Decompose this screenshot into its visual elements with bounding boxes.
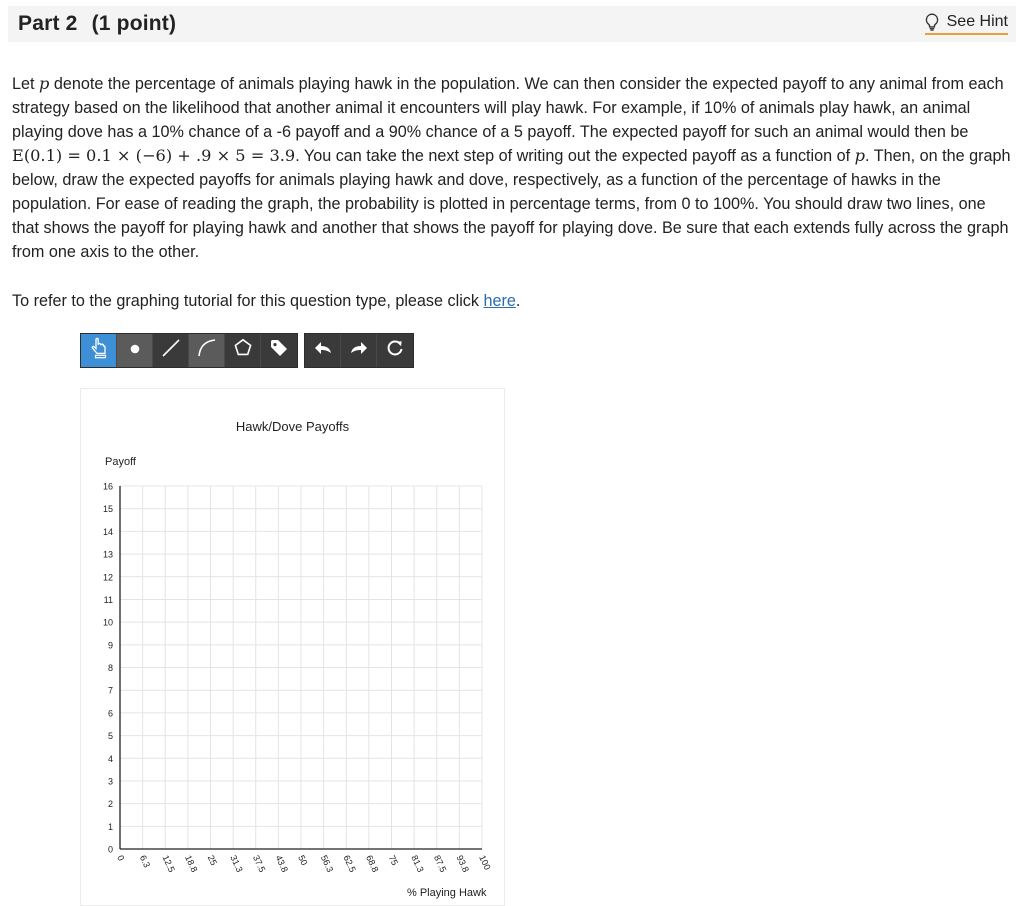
x-axis-title: % Playing Hawk xyxy=(407,887,487,899)
x-tick-label: 50 xyxy=(296,853,310,867)
y-tick-label: 8 xyxy=(107,663,113,673)
see-hint-label: See Hint xyxy=(946,13,1008,30)
pointer-icon xyxy=(89,337,109,364)
pointer-tool-button[interactable] xyxy=(81,334,117,367)
tutorial-prefix: To refer to the graphing tutorial for this question type, please click xyxy=(12,292,484,310)
y-tick-label: 12 xyxy=(102,572,113,583)
x-tick-label: 31.3 xyxy=(228,853,245,874)
x-tick-label: 87.5 xyxy=(431,853,449,874)
line-icon xyxy=(160,337,182,364)
question-text-part: Let xyxy=(12,75,40,93)
math-variable: p xyxy=(39,74,50,93)
y-tick-label: 13 xyxy=(102,549,113,560)
y-tick-label: 16 xyxy=(102,481,113,492)
x-tick-label: 37.5 xyxy=(250,853,268,874)
x-tick-label: 18.8 xyxy=(183,853,200,874)
y-tick-label: 2 xyxy=(107,799,113,810)
y-tick-label: 0 xyxy=(107,844,113,855)
y-axis-title: Payoff xyxy=(105,456,136,468)
part-label: Part 2 xyxy=(18,12,78,35)
y-tick-label: 6 xyxy=(107,708,113,719)
y-tick-label: 14 xyxy=(102,526,113,537)
x-tick-label: 93.8 xyxy=(454,853,472,874)
y-tick-label: 7 xyxy=(107,685,113,696)
reset-icon xyxy=(385,338,405,363)
redo-icon xyxy=(349,339,369,362)
x-tick-label: 100 xyxy=(477,853,493,872)
undo-button[interactable] xyxy=(305,334,341,367)
drawing-tools-group xyxy=(80,333,298,368)
history-tools-group xyxy=(304,333,414,368)
reset-button[interactable] xyxy=(377,334,413,367)
polygon-icon xyxy=(232,337,254,364)
x-tick-label: 0 xyxy=(115,853,127,863)
plot-area[interactable] xyxy=(81,389,506,906)
polygon-tool-button[interactable] xyxy=(225,334,261,367)
label-tag-icon xyxy=(268,337,290,364)
math-expression: E(0.1) = 0.1 × (−6) + .9 × 5 = 3.9 xyxy=(12,146,296,165)
x-tick-label: 62.5 xyxy=(341,853,358,874)
chart-title: Hawk/Dove Payoffs xyxy=(235,419,350,434)
undo-icon xyxy=(313,339,333,362)
x-tick-label: 25 xyxy=(205,853,219,867)
y-tick-label: 10 xyxy=(102,617,113,628)
x-tick-label: 43.8 xyxy=(273,853,291,874)
y-tick-label: 15 xyxy=(102,504,113,515)
x-tick-label: 68.8 xyxy=(364,853,381,874)
y-tick-label: 11 xyxy=(103,594,113,605)
question-text-part: denote the percentage of animals playing hawk in the population. We can then consider the expected payoff to any animal from each strategy based on the likelihood that another animal it encounters will play hawk. For example, if 10% of animals play hawk, an animal playing dove has a 10% chance of a -6 payoff and a 90% chance of a 5 payoff. The expected payoff for such an animal would then be xyxy=(12,75,1004,141)
question-text xyxy=(12,72,1012,264)
tutorial-link[interactable]: here xyxy=(483,292,516,310)
see-hint-button[interactable] xyxy=(925,13,1008,35)
x-tick-label: 56.3 xyxy=(318,853,336,874)
redo-button[interactable] xyxy=(341,334,377,367)
y-tick-label: 1 xyxy=(107,821,113,832)
y-tick-label: 3 xyxy=(107,776,113,787)
curve-icon xyxy=(196,337,218,364)
point-icon xyxy=(129,342,141,360)
question-text-part: . You can take the next step of writing out the expected payoff as a function of xyxy=(295,147,855,165)
graph-panel[interactable] xyxy=(80,388,505,906)
y-tick-label: 4 xyxy=(107,753,113,764)
x-tick-label: 6.3 xyxy=(137,853,153,870)
part-header xyxy=(8,6,1016,42)
line-tool-button[interactable] xyxy=(153,334,189,367)
x-tick-label: 12.5 xyxy=(160,853,177,874)
point-tool-button[interactable] xyxy=(117,334,153,367)
label-tool-button[interactable] xyxy=(261,334,297,367)
part-title xyxy=(18,12,176,36)
tutorial-text xyxy=(12,289,520,313)
x-tick-label: 81.3 xyxy=(409,853,426,874)
lightbulb-icon xyxy=(925,13,939,31)
tutorial-suffix: . xyxy=(515,292,521,310)
math-variable: p xyxy=(854,146,866,165)
question-text-part: . Then, on the graph below, draw the expected payoffs for animals playing hawk and dove, respectively, as a function of the percentage of hawks in the population. For ease of reading the graph, the probability is plotted in percentage terms, from 0 to 100%. You should draw two lines, one that shows the payoff for playing hawk and another that shows the payoff for playing dove. Be sure that each extends fully across the graph from one axis to the other. xyxy=(12,147,1011,261)
graph-toolbar xyxy=(80,333,414,368)
x-tick-label: 75 xyxy=(386,853,400,867)
y-tick-label: 5 xyxy=(107,731,113,742)
points-label: (1 point) xyxy=(91,12,177,35)
curve-tool-button[interactable] xyxy=(189,334,225,367)
y-tick-label: 9 xyxy=(107,640,113,651)
